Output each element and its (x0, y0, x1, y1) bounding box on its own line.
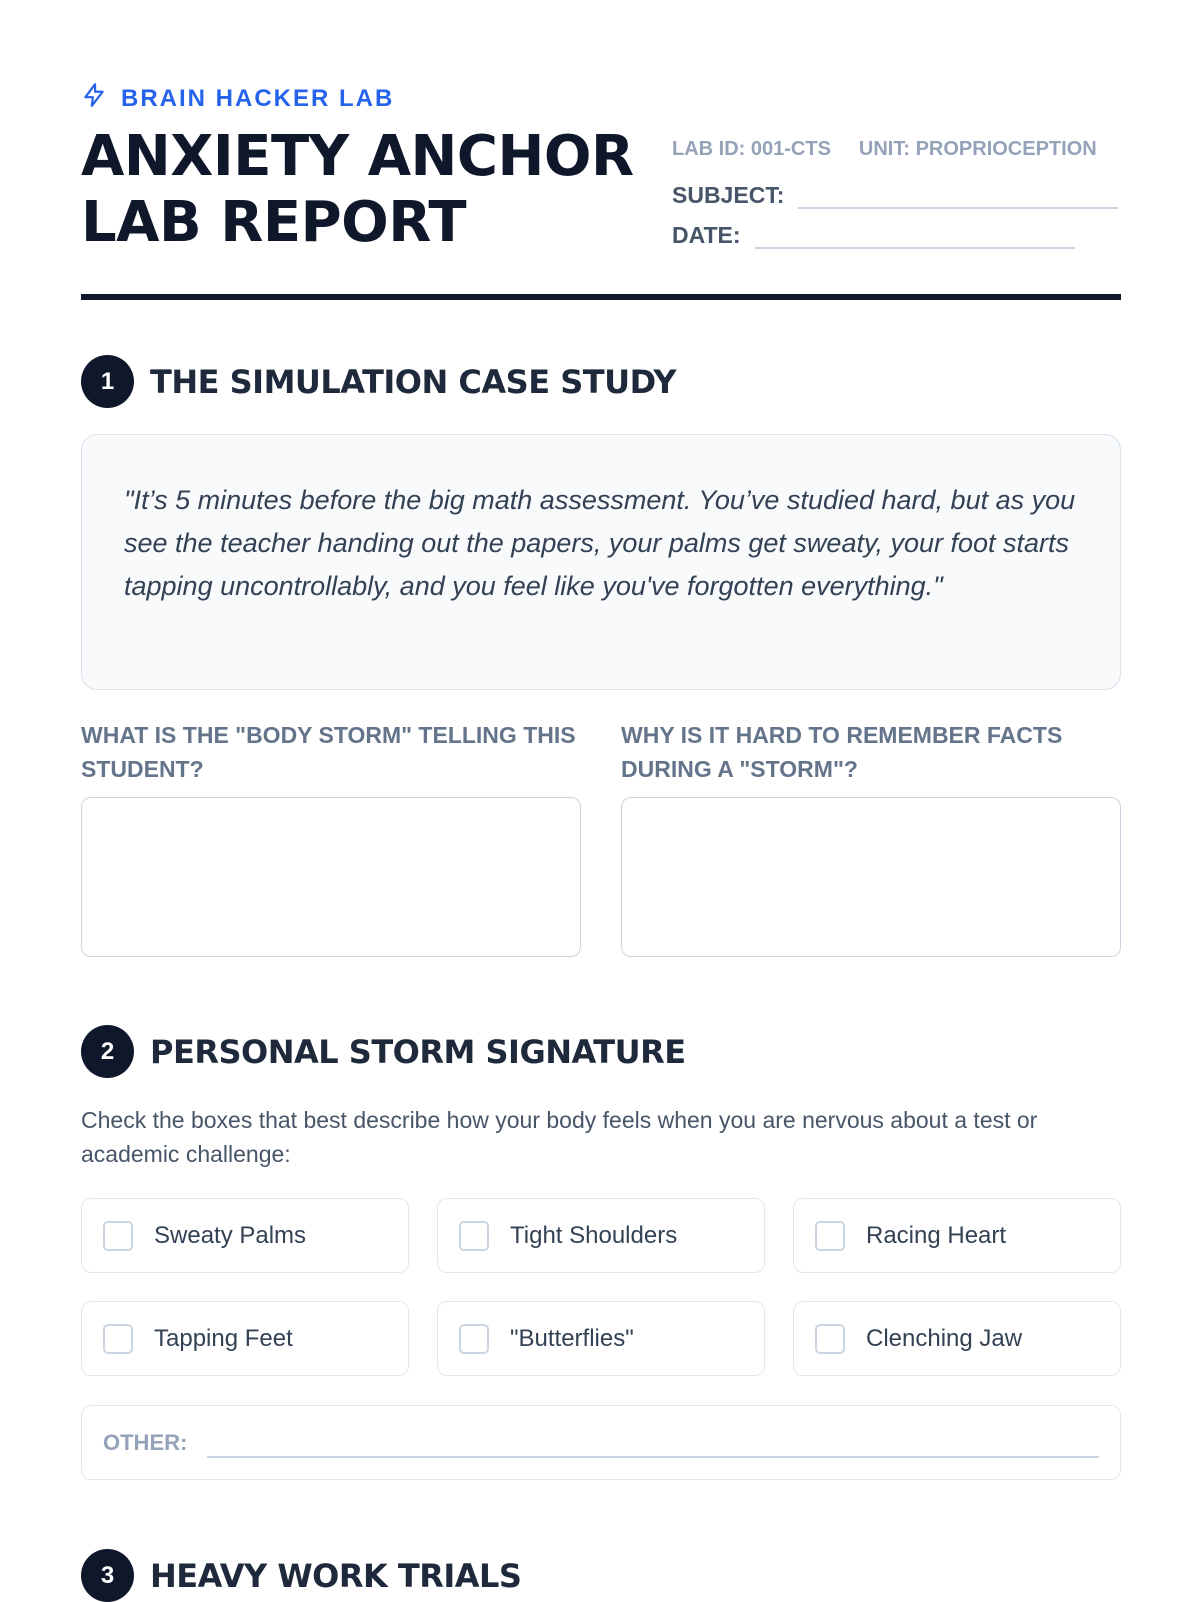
option-label: Sweaty Palms (154, 1221, 307, 1249)
subject-field[interactable] (672, 182, 1118, 209)
option-label: Racing Heart (866, 1221, 1007, 1249)
section-3-number-badge: 3 (81, 1549, 134, 1602)
checkbox[interactable] (103, 1221, 133, 1251)
date-input-line[interactable] (755, 229, 1075, 249)
option-sweaty-palms[interactable] (81, 1198, 409, 1273)
option-racing-heart[interactable] (793, 1198, 1121, 1273)
other-symptom-field[interactable] (81, 1405, 1121, 1480)
section-2-number-badge: 2 (81, 1025, 134, 1078)
answer-box-body-storm[interactable] (81, 797, 581, 957)
symptom-checklist (81, 1198, 1121, 1376)
section-3-title: HEAVY WORK TRIALS (150, 1556, 522, 1595)
subject-input-line[interactable] (798, 189, 1118, 209)
unit-label: UNIT: PROPRIOCEPTION (858, 138, 1097, 160)
section-2-heading (81, 1025, 686, 1078)
other-label: OTHER: (103, 1429, 188, 1455)
other-input-line[interactable] (207, 1438, 1099, 1458)
option-clenching-jaw[interactable] (793, 1301, 1121, 1376)
option-butterflies[interactable] (437, 1301, 765, 1376)
header-divider (81, 294, 1121, 300)
answer-box-remember-facts[interactable] (621, 797, 1121, 957)
option-label: Tight Shoulders (510, 1221, 678, 1249)
title-line-1: ANXIETY ANCHOR (81, 124, 634, 189)
section-1-heading (81, 355, 676, 408)
checkbox[interactable] (815, 1221, 845, 1251)
checkbox[interactable] (459, 1324, 489, 1354)
section-2-instructions: Check the boxes that best describe how your body feels when you are nervous about a test or academic challenge: (81, 1107, 1038, 1167)
lab-report-page (81, 0, 1121, 1600)
lab-id: LAB ID: 001-CTS (672, 138, 831, 160)
option-tight-shoulders[interactable] (437, 1198, 765, 1273)
subject-label: SUBJECT: (672, 182, 785, 208)
option-label: Clenching Jaw (866, 1324, 1023, 1352)
page-title (81, 124, 634, 256)
checkbox[interactable] (103, 1324, 133, 1354)
question-remember-facts: WHY IS IT HARD TO REMEMBER FACTS DURING A "STORM"? (621, 722, 1063, 782)
checkbox[interactable] (815, 1324, 845, 1354)
option-tapping-feet[interactable] (81, 1301, 409, 1376)
date-field[interactable] (672, 222, 1075, 249)
lightning-bolt-icon (81, 82, 107, 115)
date-label: DATE: (672, 222, 741, 248)
brand (81, 82, 394, 115)
section-1-number-badge: 1 (81, 355, 134, 408)
section-3-heading (81, 1549, 521, 1602)
brand-label: BRAIN HACKER LAB (121, 84, 395, 112)
title-line-2: LAB REPORT (81, 190, 467, 255)
report-meta (672, 138, 1122, 161)
question-body-storm: WHAT IS THE "BODY STORM" TELLING THIS STUDENT? (81, 722, 576, 782)
section-2-title: PERSONAL STORM SIGNATURE (150, 1032, 686, 1071)
option-label: Tapping Feet (154, 1324, 293, 1352)
case-study-quote: "It’s 5 minutes before the big math assessment. You’ve studied hard, but as you see the teacher handing out the papers, your palms get sweaty, your foot starts tapping uncontrollably, and you feel like you've forgotten everything." (81, 434, 1121, 690)
section-1-title: THE SIMULATION CASE STUDY (150, 362, 676, 401)
checkbox[interactable] (459, 1221, 489, 1251)
option-label: "Butterflies" (510, 1324, 634, 1352)
